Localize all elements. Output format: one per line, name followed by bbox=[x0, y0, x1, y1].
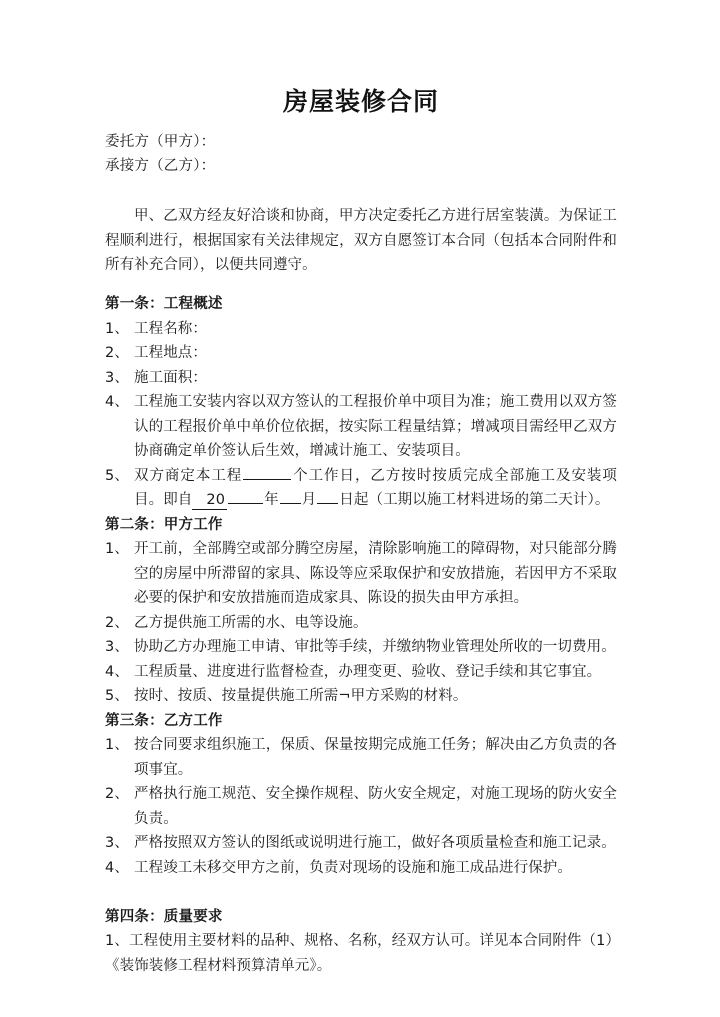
clause-text: 开工前，全部腾空或部分腾空房屋，清除影响施工的障碍物，对只能部分腾空的房屋中所滞留的家具、陈设等应采取保护和安放措施，若因甲方不采取必要的保护和安放措施而造成家具、陈设的损失由甲方承担。 bbox=[134, 541, 617, 606]
clause-number: 3、 bbox=[105, 835, 129, 851]
clause-text: 工程竣工未移交甲方之前，负责对现场的设施和施工成品进行保护。 bbox=[134, 859, 572, 876]
clause-number: 3、 bbox=[105, 369, 129, 386]
clause-number: 2、 bbox=[105, 345, 129, 361]
page-title: 房屋装修合同 bbox=[282, 87, 439, 116]
section-heading-2: 第二条：甲方工作 bbox=[105, 516, 223, 533]
party-block bbox=[105, 130, 617, 178]
clause-2-2 bbox=[105, 611, 617, 636]
intro-paragraph: 甲、乙双方经友好洽谈和协商，甲方决定委托乙方进行居室装潢。为保证工程顺利进行，根据国家有关法律规定，双方自愿签订本合同（包括本合同附件和所有补充合同），以便共同遵守。 bbox=[105, 208, 617, 273]
clause-text: 工程质量、进度进行监督检查，办理变更、验收、登记手续和其它事宜。 bbox=[134, 663, 602, 680]
clause-number: 4、 bbox=[105, 859, 129, 876]
clause-text: 乙方提供施工所需的水、电等设施。 bbox=[134, 614, 368, 631]
section-heading-4: 第四条：质量要求 bbox=[105, 908, 223, 925]
clause-1-2 bbox=[105, 341, 617, 366]
clause-1-1 bbox=[105, 317, 617, 342]
clause-2-3 bbox=[105, 635, 617, 660]
clause-text: 工程名称： bbox=[134, 320, 207, 337]
party-line-contractor: 承接方（乙方）： bbox=[105, 158, 216, 174]
month-blank-field[interactable] bbox=[280, 488, 301, 504]
clause-4-1 bbox=[105, 929, 617, 978]
section-heading-3: 第三条：乙方工作 bbox=[105, 712, 223, 729]
clause-text: 工程地点： bbox=[134, 345, 207, 361]
day-blank-field[interactable] bbox=[317, 488, 338, 504]
clause-3-3 bbox=[105, 831, 617, 856]
clause-number: 3、 bbox=[105, 639, 129, 655]
document-content bbox=[105, 0, 617, 978]
clause-1-5-part6: 日起（工期以施工材料进场的第二天计）。 bbox=[339, 492, 610, 508]
clause-1-5 bbox=[105, 464, 617, 513]
clause-1-3 bbox=[105, 366, 617, 391]
clause-1-5-part1: 双方商定本工程 bbox=[134, 467, 243, 484]
clause-3-2 bbox=[105, 782, 617, 831]
clause-2-1 bbox=[105, 537, 617, 611]
clause-number: 1、 bbox=[105, 320, 129, 337]
clause-text: 严格执行施工规范、安全操作规程、防火安全规定，对施工现场的防火安全负责。 bbox=[134, 786, 617, 827]
clause-number: 4、 bbox=[105, 663, 129, 680]
clause-number: 1、 bbox=[105, 737, 129, 753]
clause-text: 工程使用主要材料的品种、规格、名称，经双方认可。详见本合同附件（1）《装饰装修工程材料预算清单元》。 bbox=[105, 933, 613, 974]
clause-1-5-part5: 月 bbox=[301, 492, 317, 508]
clause-3-4 bbox=[105, 856, 617, 881]
clause-text: 施工面积： bbox=[134, 369, 207, 386]
clause-text bbox=[134, 464, 617, 513]
workdays-blank-field[interactable] bbox=[243, 464, 291, 480]
clause-3-1 bbox=[105, 733, 617, 782]
section-heading-1: 第一条：工程概述 bbox=[105, 296, 223, 312]
clause-number: 2、 bbox=[105, 614, 129, 631]
clause-text: 严格按照双方签认的图纸或说明进行施工，做好各项质量检查和施工记录。 bbox=[134, 835, 616, 851]
clause-number: 5、 bbox=[105, 688, 129, 704]
clause-text: 按时、按质、按量提供施工所需¬甲方采购的材料。 bbox=[134, 688, 468, 704]
party-line-client: 委托方（甲方）： bbox=[105, 134, 216, 150]
clause-text: 按合同要求组织施工，保质、保量按期完成施工任务；解决由乙方负责的各项事宜。 bbox=[134, 737, 617, 778]
clause-text: 工程施工安装内容以双方签认的工程报价单中项目为准；施工费用以双方签认的工程报价单中单价位依据，按实际工程量结算；增减项目需经甲乙双方协商确定单价签认后生效，增减计施工、安装项目。 bbox=[134, 394, 617, 459]
clause-text: 协助乙方办理施工申请、审批等手续，并缴纳物业管理处所收的一切费用。 bbox=[134, 639, 616, 655]
clause-number: 1、 bbox=[105, 541, 129, 557]
clause-1-5-part2: 个工作日，乙方按时按质完成全部施工及安装项目。即自 bbox=[134, 467, 617, 508]
clause-2-4 bbox=[105, 660, 617, 685]
clause-number: 2、 bbox=[105, 786, 129, 802]
clause-number: 5、 bbox=[105, 467, 129, 484]
clause-number: 4、 bbox=[105, 394, 129, 410]
clause-2-5 bbox=[105, 684, 617, 709]
year-suffix-blank-field[interactable] bbox=[228, 488, 263, 504]
clause-1-5-part4: 年 bbox=[264, 492, 279, 508]
clause-1-4 bbox=[105, 390, 617, 464]
year-blank-field[interactable]: 20 bbox=[192, 492, 227, 510]
clause-number: 1、 bbox=[105, 933, 129, 949]
